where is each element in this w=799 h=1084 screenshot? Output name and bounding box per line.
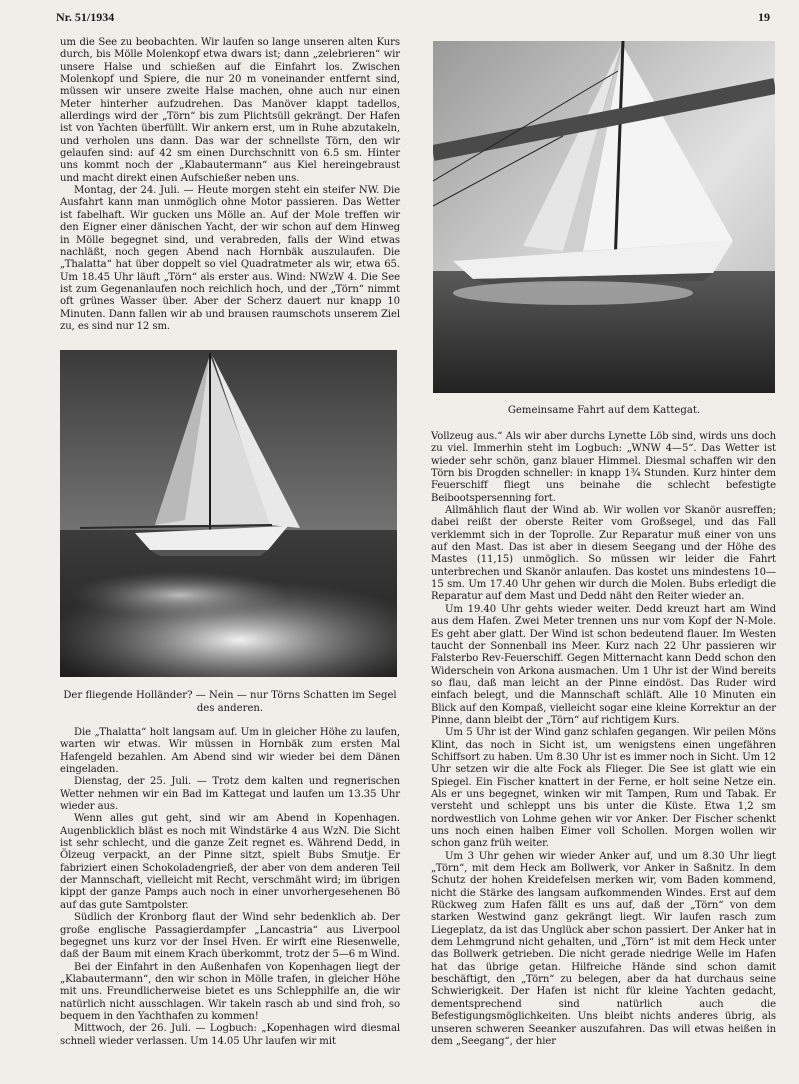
page-number: 19 (758, 10, 770, 24)
paragraph: Südlich der Kronborg flaut der Wind sehr bedenklich ab. Der große englische Passagierdampfer „Lancastria“ aus Liverpool begegnet uns kurz vor der Insel Hven. Er wirft eine Riesenwelle, daß der Baum mit einem Krach überkommt, trotz der 5—6 m Wind. (60, 912, 400, 961)
paragraph: Um 19.40 Uhr gehts wieder weiter. Dedd kreuzt hart am Wind aus dem Hafen. Zwei Meter trennen uns nur vom Kopf der N-Mole. Es geht aber glatt. Der Wind ist schon bedeutend flauer. Im Westen taucht der Sonnenball ins Meer. Kurz nach 22 Uhr passieren wir Falsterbo Rev-Feuerschiff. Gegen Mitternacht kann Dedd schon den Widerschein von Arkona ausmachen. Um 1 Uhr ist der Wind bereits so flau, daß man leicht an der Pinne eindöst. Das Ruder wird einfach belegt, und die Mannschaft schläft. Alle 10 Minuten ein Blick auf den Kompaß, vielleicht sogar eine kleine Korrektur an der Pinne, dann bleibt der „Törn“ auf richtigem Kurs. (431, 603, 776, 726)
column-left-bottom (60, 727, 400, 1048)
column-right (431, 431, 776, 1048)
column-left-top (60, 37, 400, 333)
photo-caption-right: Gemeinsame Fahrt auf dem Kattegat. (507, 405, 701, 416)
paragraph: Bei der Einfahrt in den Außenhafen von Kopenhagen liegt der „Klabautermann“, den wir schon in Mölle trafen, in gleicher Höhe mit uns. Freundlicherweise bietet es uns Schlepphilfe an, die wir natürlich nicht ausschlagen. Wir takeln rasch ab und sind froh, so bequem in den Yachthafen zu kommen! (60, 961, 400, 1022)
paragraph: Dienstag, der 25. Juli. — Trotz dem kalten und regnerischen Wetter nehmen wir ein Bad im Kattegat und laufen um 13.35 Uhr wieder aus. (60, 776, 400, 813)
photo-caption-left: Der fliegende Holländer? — Nein — nur Törns Schatten im Segel des anderen. (63, 690, 397, 714)
issue-number: Nr. 51/1934 (56, 10, 115, 24)
paragraph: Allmählich flaut der Wind ab. Wir wollen vor Skanör ausreffen; dabei reißt der oberste Reiter vom Großsegel, und das Fall verklemmt sich in der Toprolle. Zur Reparatur muß einer von uns auf den Mast. Das ist aber in diesem Seegang und der Höhe des Mastes (11,15) unmöglich. So müssen wir leider die Fahrt unterbrechen und Skanör anlaufen. Das kostet uns mindestens 10—15 sm. Um 17.40 Uhr gehen wir durch die Molen. Bubs erledigt die Reparatur auf dem Mast und Dedd näht den Reiter wieder an. (431, 505, 776, 603)
paragraph: Montag, der 24. Juli. — Heute morgen steht ein steifer NW. Die Ausfahrt kann man unmöglich ohne Motor passieren. Das Wetter ist fabelhaft. Wir gucken uns Mölle an. Auf der Mole treffen wir den Eigner einer dänischen Yacht, der wir schon auf dem Hinweg in Mölle begegnet sind, und verabreden, falls der Wind etwas nachläßt, noch gegen Abend nach Hornbäk auszulaufen. Die „Thalatta“ hat über doppelt so viel Quadratmeter als wir, etwa 65. Um 18.45 Uhr läuft „Törn“ als erster aus. Wind: NWzW 4. Die See ist zum Gegenanlaufen noch reichlich hoch, und der „Törn“ nimmt oft grünes Wasser über. Aber der Scherz dauert nur knapp 10 Minuten. Dann fallen wir ab und brausen raumschots unserem Ziel zu, es sind nur 12 sm. (60, 185, 400, 332)
paragraph: Um 5 Uhr ist der Wind ganz schlafen gegangen. Wir peilen Möns Klint, das noch in Sicht ist, um wenigstens einen ungefähren Schiffsort zu haben. Um 8.30 Uhr ist es immer noch in Sicht. Um 12 Uhr setzen wir die alte Fock als Flieger. Die See ist glatt wie ein Spiegel. Ein Fischer knattert in der Ferne, er holt seine Netze ein. Als er uns begegnet, winken wir mit Tampen, Rum und Tabak. Er versteht und schleppt uns bis unter die Küste. Etwa 1,2 sm nordwestlich von Lohme gehen wir vor Anker. Der Fischer schenkt uns noch einen halben Eimer voll Schollen. Morgen wollen wir schon ganz früh weiter. (431, 727, 776, 850)
paragraph: um die See zu beobachten. Wir laufen so lange unseren alten Kurs durch, bis Mölle Molenkopf etwa dwars ist; dann „zelebrieren“ wir unsere Halse und schießen auf die Einfahrt los. Zwischen Molenkopf und Spiere, die nur 20 m voneinander entfernt sind, müssen wir unsere zweite Halse machen, ohne auch nur einen Meter hinterher aufzudrehen. Das Manöver klappt tadellos, allerdings wird der „Törn“ bis zum Plichtsüll gekrängt. Der Hafen ist von Yachten überfüllt. Wir ankern erst, um in Ruhe abzutakeln, und verholen uns dann. Das war der schnellste Törn, den wir gelaufen sind: auf 42 sm einen Durchschnitt von 6.5 sm. Hinter uns kommt noch der „Klabautermann“ aus Kiel hereingebraust und macht direkt einen Aufschießer neben uns. (60, 37, 400, 184)
paragraph: Die „Thalatta“ holt langsam auf. Um in gleicher Höhe zu laufen, warten wir etwas. Wir müssen in Hornbäk zum ersten Mal Hafengeld bezahlen. Am Abend sind wir wieder bei dem Dänen eingeladen. (60, 727, 400, 776)
paragraph: Mittwoch, der 26. Juli. — Logbuch: „Kopenhagen wird diesmal schnell wieder verlassen. Um 14.05 Uhr laufen wir mit (60, 1023, 400, 1047)
paragraph: Vollzeug aus.“ Als wir aber durchs Lynette Löb sind, wirds uns doch zu viel. Immerhin steht im Logbuch: „WNW 4—5“. Das Wetter ist wieder sehr schön, ganz blauer Himmel. Diesmal schaffen wir den Törn bis Drogden schneller: in knapp 1¾ Stunden. Kurz hinter dem Feuerschiff fliegt uns beinahe die schlecht befestigte Beibootspersenning fort. (431, 431, 776, 504)
sailboat-photo-right (433, 41, 775, 393)
paragraph: Um 3 Uhr gehen wir wieder Anker auf, und um 8.30 Uhr liegt „Törn“, mit dem Heck am Bollwerk, vor Anker in Saßnitz. In dem Schutz der hohen Kreidefelsen merken wir, vom Baden kommend, nicht die Stärke des langsam aufkommenden Windes. Erst auf dem Rückweg zum Hafen fällt es uns auf, daß der „Törn“ von dem starken Westwind ganz gekrängt liegt. Wir laufen rasch zum Liegeplatz, da ist das Unglück aber schon passiert. Der Anker hat in dem Lehmgrund nicht gehalten, und „Törn“ ist mit dem Heck unter das Bollwerk getrieben. Die nicht gerade niedrige Welle im Hafen hat das übrige getan. Hilfreiche Hände sind schon damit beschäftigt, den „Törn“ zu belegen, aber da hat durchaus seine Schwierigkeit. Der Hafen ist nicht für kleine Yachten gedacht, dementsprechend sind natürlich auch die Befestigungsmöglichkeiten. Uns bleibt nichts anderes übrig, als unseren schweren Seeanker auszufahren. Das will etwas heißen in dem „Seegang“, der hier (431, 850, 776, 1047)
sailboat-photo-left (60, 350, 397, 677)
paragraph: Wenn alles gut geht, sind wir am Abend in Kopenhagen. Augenblicklich bläst es noch mit Windstärke 4 aus WzN. Die Sicht ist sehr schlecht, und die ganze Zeit regnet es. Während Dedd, in Ölzeug verpackt, an der Pinne sitzt, spielt Bubs Smutje. Er fabriziert einen Schokoladengrieß, der aber von dem anderen Teil der Mannschaft, vielleicht mit Recht, verschmäht wird; im übrigen kippt der ganze Pamps auch noch in einer unvorhergesehenen Bö auf das gute Samtpolster. (60, 813, 400, 911)
